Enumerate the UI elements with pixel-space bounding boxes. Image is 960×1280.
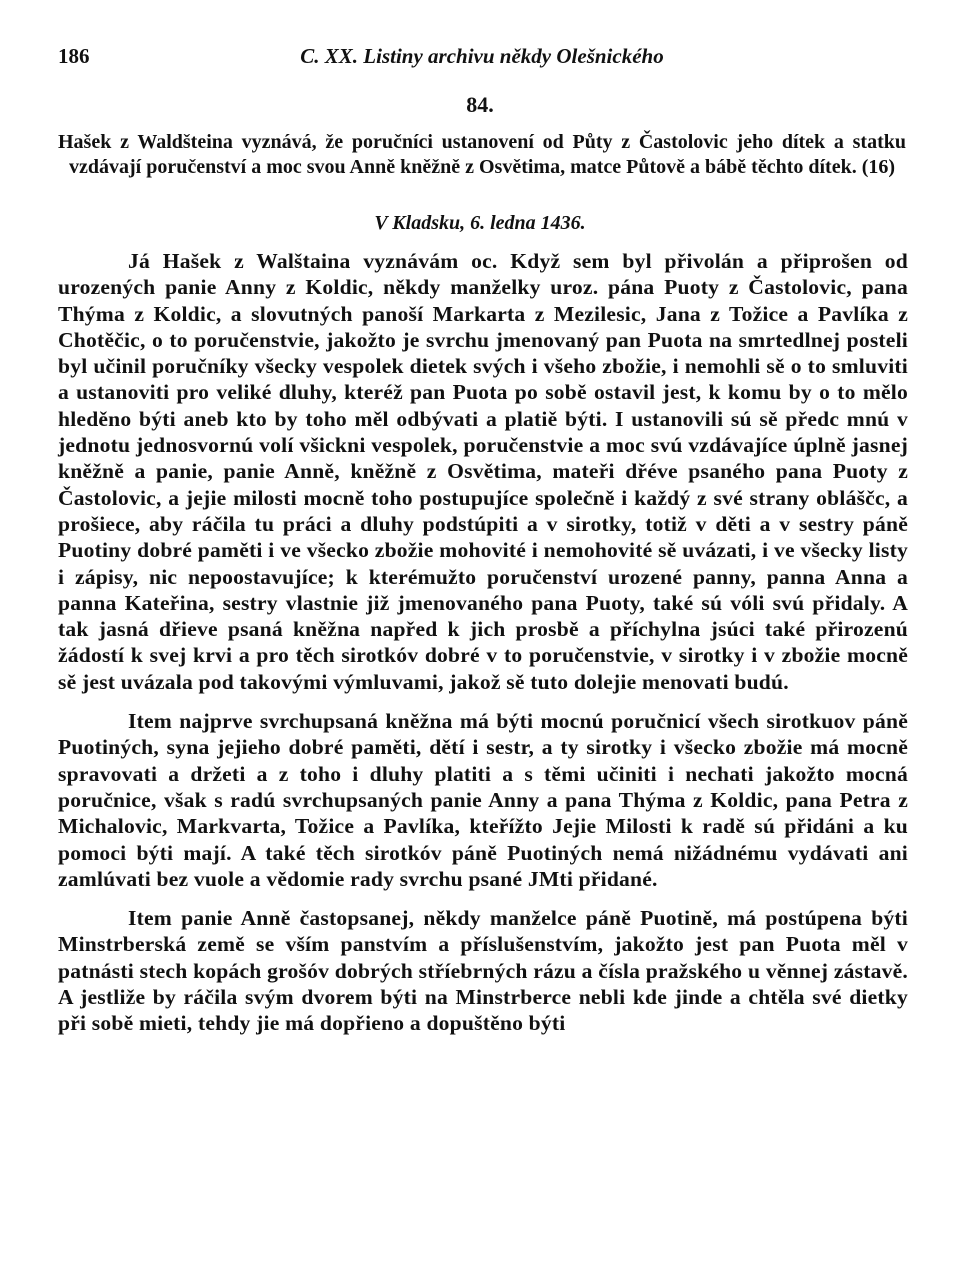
body-paragraph: Item panie Anně častopsanej, někdy manželce páně Puotině, má postúpena býti Minstrberská země se vším panstvím a příslušenstvím, jakožto jest pan Puota měl v patnásti stech kopách grošóv dobrých stříebrných rázu a čísla pražského u věnnej zástavě. A jestliže by ráčila svým dvorem býti na Minstrberce nebli kde jinde a chtěla své dietky při sobě mieti, tehdy jie má dopřieno a dopuštěno býti — [58, 906, 908, 1036]
running-title: C. XX. Listiny archivu někdy Olešnického — [300, 44, 664, 68]
page-number: 186 — [58, 44, 90, 68]
running-head — [58, 44, 906, 72]
document-number: 84. — [466, 92, 494, 117]
document-body — [58, 248, 908, 1037]
document-dateline: V Kladsku, 6. ledna 1436. — [374, 212, 586, 234]
body-paragraph: Item najprve svrchupsaná kněžna má býti mocnú poručnicí všech sirotkuov páně Puotiných, syna jejieho dobré paměti, dětí i sestr, a ty sirotky i všecko zbožie má mocně spravovati a držeti a z toho i dluhy platiti a s těmi učiniti i nechati jakožto mocná poručnice, však s radú svrchupsaných panie Anny a pana Thýma z Koldic, pana Petra z Michalovic, Markvarta, Tožice a Pavlíka, kteřížto Jejie Milosti k radě sú přidáni a ku pomoci býti mají. A také těch sirotkóv páně Puotiných nemá nižádnému vydávati ani zamlúvati bez vuole a vědomie rady svrchu psané JMti přidané. — [58, 709, 908, 891]
document-regest: Hašek z Waldšteina vyznává, že poručníci ustanovení od Půty z Častolovic jeho dítek a statku vzdávají poručenství a moc svou Anně kněžně z Osvětima, matce Půtově a bábě těchto dítek. (16) — [58, 131, 906, 178]
body-paragraph: Já Hašek z Walštaina vyznávám oc. Když sem byl přivolán a připrošen od urozených panie Anny z Koldic, někdy manželky uroz. pána Puoty z Častolovic, pana Thýma z Koldic, a slovutných panoší Markarta z Mezilesic, Jana z Tožice a Pavlíka z Chotěčic, o to poručenstvie, jakožto je svrchu jmenovaný pan Puota na smrtedlnej posteli byl učinil poručníky všecky vespolek dietek svých i všeho zbožie, i nemohli sě o to smluviti a ustanoviti pro veliké dluhy, kteréž pan Puota po sobě ostavil jest, k komu by o to mělo hleděno býti aneb kto by toho měl odbývati a platiě býti. I ustanovili sú sě předc mnú v jednotu jednosvornú volí všickni vespolek, poručenstvie a moc svú vzdávajíce úplně jasnej kněžně a panie, panie Anně, kněžně z Osvětima, mateři dřéve psaného pana Puoty z Častolovic, a jejie milosti mocně toho postupujíce společně i každý z své strany obláščc, a prošiece, aby ráčila tu práci a dluhy podstúpiti a v sirotky, totiž v děti a v sestry páně Puotiny dobré paměti i ve všecko zbožie mohovité i nemohovité sě uvázati, i ve všecky listy i zápisy, nic nepoostavujíce; k kterémužto poručenství urozené panny, panna Anna a panna Kateřina, sestry vlastnie již jmenovaného pana Puoty, také sú vóli svú přidaly. A tak jasná dřieve psaná kněžna napřed k jich prosbě a příchylna jsúci také přirozenú žádostí k svej krvi a pro těch sirotkóv dobré v to poručenstvie, v sirotky i v zbožie mocně sě jest uvázala pod takovými výmluvami, jakož sě tuto dolejie menovati budú. — [58, 249, 908, 694]
